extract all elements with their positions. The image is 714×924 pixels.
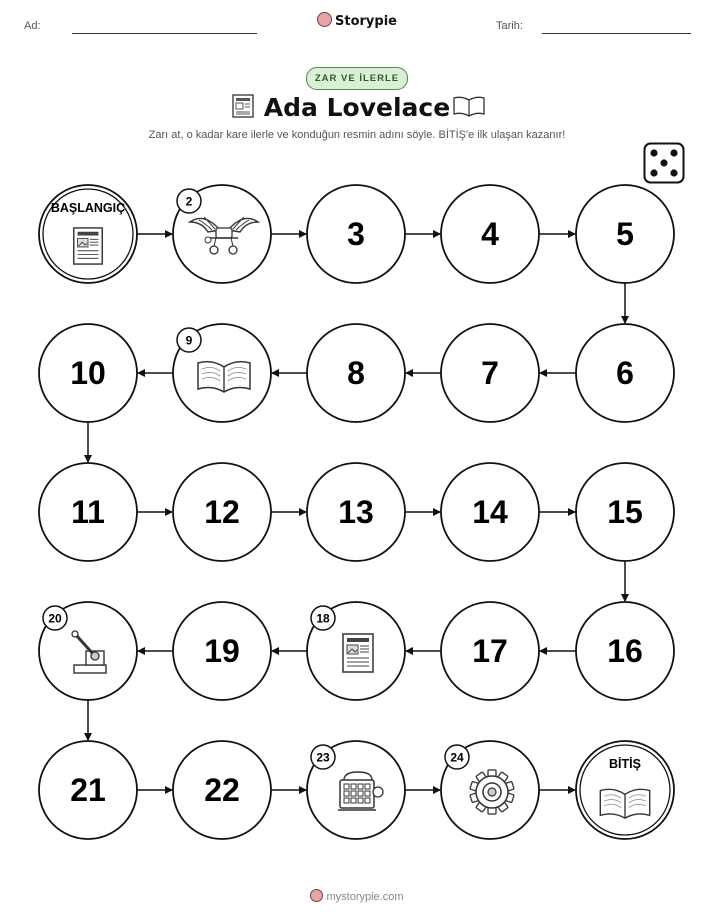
gear-icon: [470, 770, 514, 814]
square-number: 5: [616, 216, 634, 252]
board-square-25[interactable]: [576, 741, 674, 839]
square-number: 19: [204, 633, 240, 669]
square-number-badge: [311, 745, 335, 769]
board-square-7[interactable]: [441, 324, 539, 422]
board-square-20[interactable]: [39, 602, 137, 700]
board-square-1[interactable]: [39, 185, 137, 283]
square-number: 23: [316, 750, 330, 765]
square-number: 10: [70, 355, 106, 391]
board-square-11[interactable]: [39, 463, 137, 561]
square-number: 6: [616, 355, 634, 391]
square-number: 18: [316, 611, 330, 626]
square-number: 11: [71, 494, 105, 530]
board-square-13[interactable]: [307, 463, 405, 561]
book-icon: [198, 362, 250, 392]
board-square-19[interactable]: [173, 602, 271, 700]
pig-mascot-icon: [310, 889, 323, 902]
book-icon: [600, 789, 649, 818]
square-number: 4: [481, 216, 499, 252]
date-label: Tarih:: [496, 20, 523, 32]
square-number: 13: [338, 494, 374, 530]
square-number-badge: [43, 606, 67, 630]
page-title: Ada Lovelace: [263, 93, 451, 122]
square-number: 15: [607, 494, 643, 530]
board-square-14[interactable]: [441, 463, 539, 561]
board-square-10[interactable]: [39, 324, 137, 422]
footer-url: mystorypie.com: [326, 891, 404, 903]
board-square-9[interactable]: [173, 324, 271, 422]
instructions: Zarı at, o kadar kare ilerle ve konduğun resmin adını söyle. BİTİŞ'e ilk ulaşan kazanır!: [148, 129, 566, 141]
square-number-badge: [177, 189, 201, 213]
square-number: 3: [347, 216, 365, 252]
board-square-18[interactable]: [307, 602, 405, 700]
square-label: BAŞLANGIÇ: [50, 201, 126, 215]
board-square-8[interactable]: [307, 324, 405, 422]
board-square-2[interactable]: [173, 185, 271, 283]
square-number: 12: [204, 494, 240, 530]
brand-name: Storypie: [335, 14, 397, 29]
square-number: 9: [185, 333, 193, 348]
square-label: BİTİŞ: [609, 757, 641, 771]
square-number: 2: [185, 194, 193, 209]
square-number: 16: [607, 633, 643, 669]
board-square-5[interactable]: [576, 185, 674, 283]
square-number: 14: [472, 494, 508, 530]
square-number-badge: [177, 328, 201, 352]
board-square-16[interactable]: [576, 602, 674, 700]
newspaper-icon: [74, 228, 103, 264]
board-square-6[interactable]: [576, 324, 674, 422]
square-number: 20: [48, 611, 62, 626]
square-number: 17: [472, 633, 508, 669]
board-square-12[interactable]: [173, 463, 271, 561]
footer: [0, 889, 714, 903]
square-number: 8: [347, 355, 365, 391]
board-square-4[interactable]: [441, 185, 539, 283]
board-square-17[interactable]: [441, 602, 539, 700]
square-number: 7: [481, 355, 499, 391]
square-number-badge: [311, 606, 335, 630]
board-square-15[interactable]: [576, 463, 674, 561]
game-type-badge: ZAR VE İLERLE: [306, 67, 408, 90]
board-square-23[interactable]: [307, 741, 405, 839]
newspaper-icon: [343, 634, 373, 672]
square-number: 24: [450, 750, 464, 765]
board-square-24[interactable]: [441, 741, 539, 839]
board-square-3[interactable]: [307, 185, 405, 283]
board-square-22[interactable]: [173, 741, 271, 839]
square-number-badge: [445, 745, 469, 769]
board-square-21[interactable]: [39, 741, 137, 839]
name-label: Ad:: [24, 20, 41, 32]
square-number: 21: [70, 772, 106, 808]
square-number: 22: [204, 772, 240, 808]
square-circle: [576, 741, 674, 839]
